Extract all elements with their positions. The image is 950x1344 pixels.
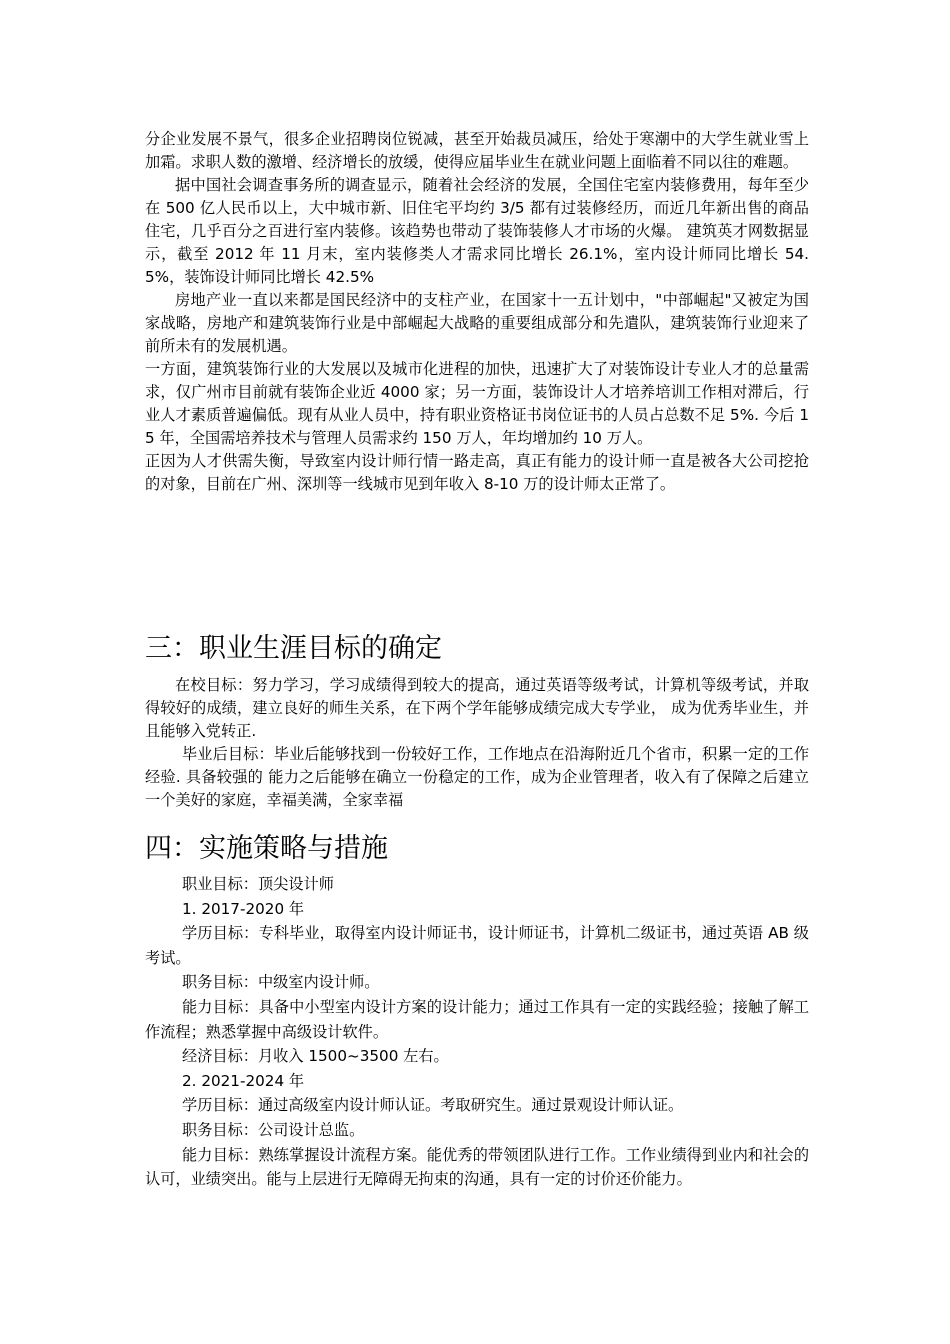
phase-2-title: 2. 2021-2024 年 — [182, 1071, 305, 1090]
phase-1-economic-goal: 经济目标：月收入 1500~3500 左右。 — [182, 1047, 449, 1066]
phase-1-title: 1. 2017-2020 年 — [182, 899, 305, 918]
section-heading-career-goals: 三：职业生涯目标的确定 — [145, 633, 442, 664]
phase-2-ability-goal: 能力目标：熟练掌握设计流程方案。能优秀的带领团队进行工作。工作业绩得到业内和社会的认可，业绩突出。能与上层进行无障碍无拘束的沟通，具有一定的讨价还价能力。 — [145, 1145, 809, 1189]
paragraph-real-estate: 房地产业一直以来都是国民经济中的支柱产业，在国家十一五计划中，"中部崛起"又被定为国家战略，房地产和建筑装饰行业是中部崛起大战略的重要组成部分和先遣队，建筑装饰行业迎来了前所未有的发展机遇。 — [145, 291, 809, 355]
paragraph-talent-demand: 一方面，建筑装饰行业的大发展以及城市化进程的加快，迅速扩大了对装饰设计专业人才的总量需求，仅广州市目前就有装饰企业近 4000 家；另一方面，装饰设计人才培养培训工作相对滞后，行业人才素质普遍偏低。现有从业人员中，持有职业资格证书岗位证书的人员占总数不足 5%. 今后 15 年，全国需培养技术与管理人员需求约 150 万人，年均增加约 10 万人。 — [145, 360, 809, 447]
phase-2-position-goal: 职务目标：公司设计总监。 — [182, 1120, 365, 1139]
career-goal-line: 职业目标：顶尖设计师 — [182, 875, 334, 893]
phase-2-education-goal: 学历目标：通过高级室内设计师认证。考取研究生。通过景观设计师认证。 — [182, 1096, 684, 1115]
phase-1-ability-goal: 能力目标：具备中小型室内设计方案的设计能力；通过工作具有一定的实践经验；接触了解工作流程；熟悉掌握中高级设计软件。 — [145, 997, 809, 1041]
paragraph-designer-market: 正因为人才供需失衡，导致室内设计师行情一路走高，真正有能力的设计师一直是被各大公司挖抢的对象，目前在广州、深圳等一线城市见到年收入 8-10 万的设计师太正常了。 — [145, 452, 809, 493]
paragraph-job-market: 分企业发展不景气，很多企业招聘岗位锐减，甚至开始裁员减压，给处于寒潮中的大学生就业雪上加霜。求职人数的激增、经济增长的放缓，使得应届毕业生在就业问题上面临着不同以往的难题。 — [145, 130, 809, 171]
section-heading-strategies: 四：实施策略与措施 — [145, 833, 388, 864]
section-career-goals — [145, 674, 809, 812]
section-strategies — [145, 872, 809, 1192]
phase-1-education-goal: 学历目标：专科毕业，取得室内设计师证书，设计师证书，计算机二级证书，通过英语 AB 级考试。 — [145, 924, 809, 967]
paragraph-decoration-spending: 据中国社会调查事务所的调查显示，随着社会经济的发展，全国住宅室内装修费用，每年至少在 500 亿人民币以上，大中城市新、旧住宅平均约 3/5 都有过装修经历，而近几年新出售的商品住宅，几乎百分之百进行室内装修。该趋势也带动了装饰装修人才市场的火爆。 建筑英才网数据显示，截至 2012 年 11 月末，室内装修类人才需求同比增长 26.1%，室内设计师同比增长 54.5%，装饰设计师同比增长 42.5% — [145, 176, 809, 286]
paragraph-school-goal: 在校目标：努力学习，学习成绩得到较大的提高，通过英语等级考试，计算机等级考试，并取得较好的成绩，建立良好的师生关系，在下两个学年能够成绩完成大专学业， 成为优秀毕业生，并且能够入党转正. — [145, 676, 809, 740]
phase-1-position-goal: 职务目标：中级室内设计师。 — [182, 973, 380, 992]
section-employment-outlook — [145, 128, 809, 496]
paragraph-graduation-goal: 毕业后目标：毕业后能够找到一份较好工作，工作地点在沿海附近几个省市，积累一定的工作经验. 具备较强的 能力之后能够在确立一份稳定的工作，成为企业管理者，收入有了保障之后建立一个美好的家庭，幸福美满，全家幸福 — [145, 745, 809, 809]
